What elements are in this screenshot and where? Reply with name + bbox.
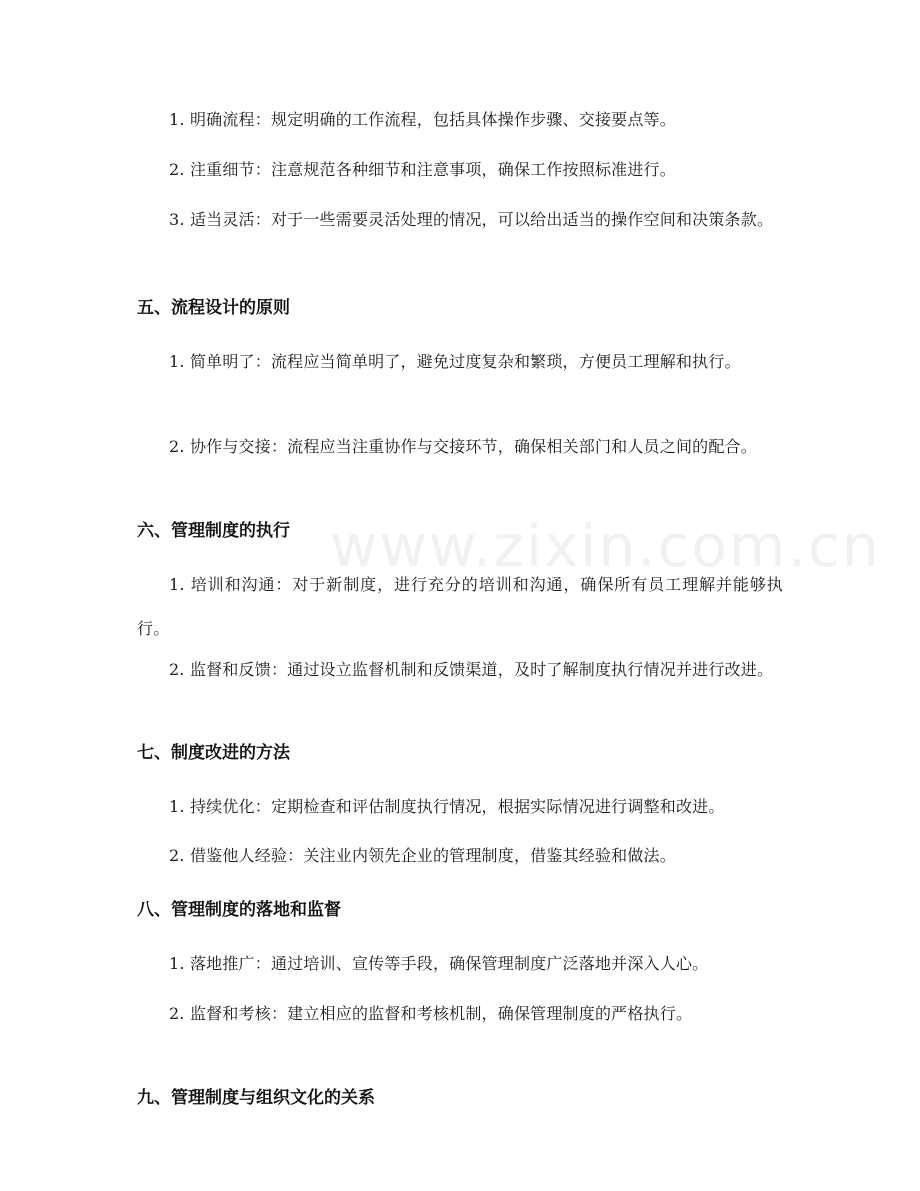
paragraph-supervision-assessment: 2. 监督和考核：建立相应的监督和考核机制，确保管理制度的严格执行。 [169, 1004, 693, 1023]
paragraph-clear-process: 1. 明确流程：规定明确的工作流程，包括具体操作步骤、交接要点等。 [169, 110, 676, 129]
paragraph-implementation-promotion: 1. 落地推广：通过培训、宣传等手段，确保管理制度广泛落地并深入人心。 [169, 954, 709, 973]
paragraph-supervision-feedback: 2. 监督和反馈：通过设立监督机制和反馈渠道，及时了解制度执行情况并进行改进。 [169, 660, 774, 679]
section-heading-improvement-methods: 七、制度改进的方法 [137, 743, 290, 763]
section-heading-implementation-supervision: 八、管理制度的落地和监督 [137, 900, 341, 920]
paragraph-learn-from-others: 2. 借鉴他人经验：关注业内领先企业的管理制度，借鉴其经验和做法。 [169, 846, 676, 865]
watermark: www.zixin.com.cn [330, 512, 881, 580]
paragraph-collaboration-handover: 2. 协作与交接：流程应当注重协作与交接环节，确保相关部门和人员之间的配合。 [169, 437, 757, 456]
section-heading-system-execution: 六、管理制度的执行 [137, 521, 290, 541]
paragraph-appropriate-flexibility: 3. 适当灵活：对于一些需要灵活处理的情况，可以给出适当的操作空间和决策条款。 [169, 210, 774, 229]
paragraph-continuous-optimization: 1. 持续优化：定期检查和评估制度执行情况，根据实际情况进行调整和改进。 [169, 797, 725, 816]
paragraph-simple-clear: 1. 简单明了：流程应当简单明了，避免过度复杂和繁琐，方便员工理解和执行。 [169, 352, 741, 371]
paragraph-attention-detail: 2. 注重细节：注意规范各种细节和注意事项，确保工作按照标准进行。 [169, 160, 676, 179]
paragraph-training-communication: 1. 培训和沟通：对于新制度，进行充分的培训和沟通，确保所有员工理解并能够执行。 [137, 575, 783, 638]
section-heading-process-design-principles: 五、流程设计的原则 [137, 298, 290, 318]
section-heading-system-culture-relation: 九、管理制度与组织文化的关系 [137, 1088, 375, 1108]
